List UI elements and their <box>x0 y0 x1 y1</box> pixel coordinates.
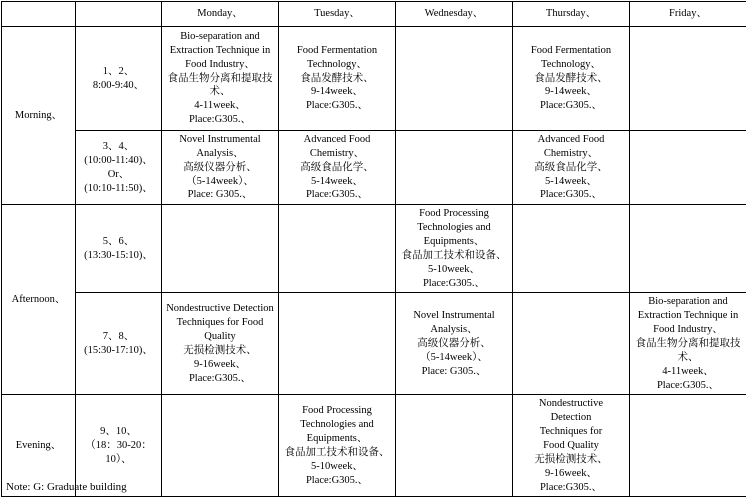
table-row <box>2 205 746 293</box>
course-line: 食品发酵技术、 <box>516 72 626 86</box>
course-line: Technology、 <box>516 58 626 72</box>
course-line: Equipments、 <box>399 235 509 249</box>
course-line: Food Quality <box>516 439 626 453</box>
course-cell <box>513 205 630 293</box>
course-line: Place:G305.、 <box>282 474 392 488</box>
header-day-monday: Monday、 <box>162 2 279 27</box>
course-line: 食品加工技术和设备、 <box>399 249 509 263</box>
course-cell <box>162 131 279 205</box>
time-slot-line: (10:10-11:50)、 <box>79 182 158 196</box>
course-line: （5-14week）、 <box>165 175 275 189</box>
course-cell <box>513 293 630 395</box>
period-label: Morning、 <box>5 109 72 123</box>
course-line: Advanced Food <box>516 133 626 147</box>
course-cell <box>279 131 396 205</box>
course-cell <box>513 131 630 205</box>
course-line: 9-14week、 <box>282 85 392 99</box>
time-slot-cell <box>76 27 162 131</box>
course-line: Techniques for Food Quality <box>165 316 275 344</box>
header-slot-corner <box>76 2 162 27</box>
header-period-corner <box>2 2 76 27</box>
course-cell <box>513 27 630 131</box>
course-cell <box>162 293 279 395</box>
course-line: 9-14week、 <box>516 85 626 99</box>
course-cell <box>396 293 513 395</box>
course-cell <box>162 395 279 497</box>
course-cell <box>396 131 513 205</box>
course-line: 4-11week、 <box>165 99 275 113</box>
course-line: 食品发酵技术、 <box>282 72 392 86</box>
course-line: Extraction Technique in <box>165 44 275 58</box>
time-slot-line: 10）、 <box>79 453 158 467</box>
course-line: Technology、 <box>282 58 392 72</box>
course-line: Place:G305.、 <box>282 188 392 202</box>
period-label: Afternoon、 <box>5 293 72 307</box>
course-cell <box>279 293 396 395</box>
course-line: Nondestructive Detection <box>165 302 275 316</box>
course-line: Technologies and <box>399 221 509 235</box>
course-line: Advanced Food <box>282 133 392 147</box>
course-line: 4-11week、 <box>633 365 743 379</box>
course-line: Place:G305.、 <box>165 113 275 127</box>
course-line: 高级仪器分析、 <box>165 161 275 175</box>
course-cell <box>279 395 396 497</box>
header-day-tuesday: Tuesday、 <box>279 2 396 27</box>
course-line: 高级食品化学、 <box>282 161 392 175</box>
course-line: Place:G305.、 <box>516 188 626 202</box>
course-line: 5-14week、 <box>516 175 626 189</box>
course-line: Techniques for <box>516 425 626 439</box>
course-line: Place: G305.、 <box>165 188 275 202</box>
course-cell <box>513 395 630 497</box>
course-line: Place: G305.、 <box>399 365 509 379</box>
table-row <box>2 27 746 131</box>
time-slot-line: 8:00-9:40、 <box>79 79 158 93</box>
course-line: 5-10week、 <box>282 460 392 474</box>
time-slot-cell <box>76 131 162 205</box>
course-line: 9-16week、 <box>516 467 626 481</box>
course-line: 高级仪器分析、 <box>399 337 509 351</box>
course-line: Analysis、 <box>399 323 509 337</box>
header-day-friday: Friday、 <box>630 2 746 27</box>
course-cell <box>396 205 513 293</box>
course-cell <box>162 205 279 293</box>
weekly-schedule-table <box>1 1 746 497</box>
time-slot-line: 7、8、 <box>79 330 158 344</box>
course-line: Food Processing <box>399 207 509 221</box>
course-line: Bio-separation and <box>165 30 275 44</box>
course-line: 食品生物分离和提取技术、 <box>633 337 743 365</box>
course-line: Place:G305.、 <box>282 99 392 113</box>
course-cell <box>279 27 396 131</box>
course-line: Place:G305.、 <box>516 481 626 495</box>
course-line: Place:G305.、 <box>633 379 743 393</box>
course-line: 无损检测技术、 <box>516 453 626 467</box>
course-line: 无损检测技术、 <box>165 344 275 358</box>
course-line: Equipments、 <box>282 432 392 446</box>
course-line: Food Fermentation <box>516 44 626 58</box>
time-slot-line: 9、10、 <box>79 425 158 439</box>
course-line: Place:G305.、 <box>399 277 509 291</box>
course-line: Chemistry、 <box>516 147 626 161</box>
time-slot-line: 5、6、 <box>79 235 158 249</box>
course-cell <box>396 27 513 131</box>
period-label: Evening、 <box>5 439 72 453</box>
table-body <box>2 27 746 497</box>
course-line: Extraction Technique in <box>633 309 743 323</box>
time-slot-cell <box>76 293 162 395</box>
time-slot-line: (15:30-17:10)、 <box>79 344 158 358</box>
course-line: 5-10week、 <box>399 263 509 277</box>
course-line: 5-14week、 <box>282 175 392 189</box>
time-slot-line: 3、4、 <box>79 140 158 154</box>
course-cell <box>630 395 746 497</box>
course-line: 高级食品化学、 <box>516 161 626 175</box>
time-slot-line: （18：30-20： <box>79 439 158 453</box>
header-row <box>2 2 746 27</box>
time-slot-line: Or、 <box>79 168 158 182</box>
course-line: Nondestructive <box>516 397 626 411</box>
header-day-wednesday: Wednesday、 <box>396 2 513 27</box>
course-line: 食品生物分离和提取技术、 <box>165 72 275 100</box>
table-header <box>2 2 746 27</box>
header-day-thursday: Thursday、 <box>513 2 630 27</box>
course-cell <box>630 27 746 131</box>
table-row <box>2 293 746 395</box>
course-line: Bio-separation and <box>633 295 743 309</box>
course-cell <box>162 27 279 131</box>
course-line: Place:G305.、 <box>516 99 626 113</box>
course-line: Place:G305.、 <box>165 372 275 386</box>
table-row <box>2 131 746 205</box>
schedule-page <box>0 1 746 491</box>
course-line: 食品加工技术和设备、 <box>282 446 392 460</box>
course-line: Food Processing <box>282 404 392 418</box>
period-label-cell <box>2 27 76 205</box>
course-line: Novel Instrumental <box>399 309 509 323</box>
course-cell <box>630 131 746 205</box>
footer-note: Note: G: Graduate building <box>6 481 127 495</box>
course-line: Technologies and <box>282 418 392 432</box>
course-line: Novel Instrumental Analysis、 <box>165 133 275 161</box>
time-slot-cell <box>76 205 162 293</box>
course-line: 9-16week、 <box>165 358 275 372</box>
period-label-cell <box>2 205 76 395</box>
course-cell <box>630 293 746 395</box>
course-cell <box>396 395 513 497</box>
time-slot-line: (13:30-15:10)、 <box>79 249 158 263</box>
course-line: Food Fermentation <box>282 44 392 58</box>
time-slot-line: 1、2、 <box>79 65 158 79</box>
course-line: （5-14week）、 <box>399 351 509 365</box>
course-line: Detection <box>516 411 626 425</box>
time-slot-line: (10:00-11:40)、 <box>79 154 158 168</box>
course-cell <box>630 205 746 293</box>
course-cell <box>279 205 396 293</box>
course-line: Chemistry、 <box>282 147 392 161</box>
course-line: Food Industry、 <box>165 58 275 72</box>
course-line: Food Industry、 <box>633 323 743 337</box>
